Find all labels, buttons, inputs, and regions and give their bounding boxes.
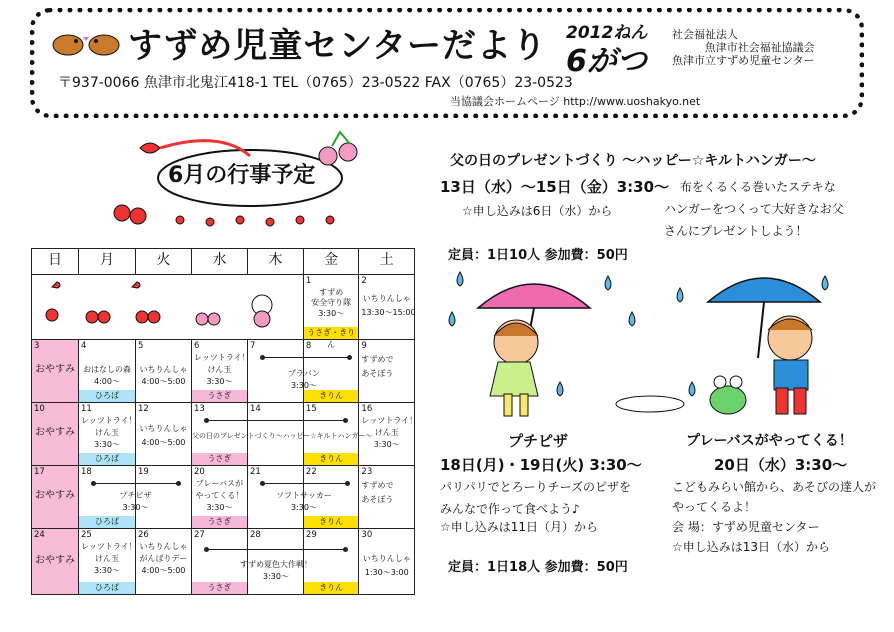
holiday-label: おやすみ [34, 427, 75, 438]
pizza-title: プチピザ [508, 432, 569, 450]
day-number: 8 [305, 341, 312, 351]
pizza-date: 18日(月)・19日(火) 3:30～ [440, 456, 642, 474]
pizza-capacity: 定員：1日18人 参加費：50円 [448, 560, 628, 575]
holiday-label: おやすみ [34, 490, 75, 501]
location-tag: きりん [304, 453, 359, 465]
calendar-day-7[interactable] [247, 340, 320, 403]
day-number: 4 [80, 341, 87, 351]
event-line: すずめ [319, 288, 344, 297]
calendar-day-22[interactable] [303, 466, 359, 529]
event-line: 父の日のプレゼントづくり～ハッピー☆キルトハンガー～ [191, 432, 373, 440]
day-number: 18 [80, 467, 92, 477]
event-time: 4:00～ [93, 377, 120, 386]
event-line: いちりんしゃ [362, 554, 411, 563]
issue-month: 6がつ [566, 44, 647, 79]
playbus-desc: こどもみらい館から、あそびの達人が [672, 480, 877, 494]
event-line: あそぼう [361, 495, 394, 504]
calendar-day-23[interactable] [359, 466, 415, 529]
day-number: 2 [361, 276, 367, 286]
calendar-day-17[interactable] [32, 466, 79, 529]
event-time: 4:00～5:00 [141, 566, 186, 575]
day-number: 13 [193, 404, 205, 414]
event-time: 1:30～3:00 [364, 568, 409, 577]
day-number: 6 [193, 341, 200, 351]
day-number: 17 [34, 467, 45, 477]
event-line: いちりんしゃ [139, 542, 188, 551]
fathers-day-desc: ハンガーをつくって大好きなお父 [664, 202, 844, 216]
weekday-tue: 火 [135, 249, 191, 275]
events-title: 6月の行事予定 [168, 163, 316, 188]
event-time: 3:30～ [318, 309, 345, 318]
weekday-wed: 水 [191, 249, 247, 275]
event-line: けん玉 [94, 554, 119, 563]
location-tag: うさぎ [192, 516, 247, 528]
calendar-day-29[interactable] [303, 529, 359, 595]
calendar-day-12[interactable] [135, 403, 191, 466]
location-tag: うさぎ [192, 390, 247, 402]
event-line: すずめ夏色大作戦！ [239, 560, 312, 569]
calendar-day-20[interactable] [191, 466, 247, 529]
publisher-line: 魚津市立すずめ児童センター [672, 54, 815, 67]
calendar-day-8[interactable] [303, 340, 359, 403]
sparrow-logo-icon [50, 28, 122, 58]
calendar-day-11[interactable] [78, 403, 135, 466]
calendar-day-30[interactable] [359, 529, 415, 595]
day-number: 7 [249, 341, 256, 351]
day-number: 30 [361, 530, 373, 540]
publisher-line: 社会福祉法人 [672, 28, 738, 41]
calendar-day-19[interactable] [135, 466, 191, 529]
location-tag: きりん [304, 390, 359, 402]
calendar-day-25[interactable] [78, 529, 135, 595]
event-line: レッツトライ！ [80, 542, 137, 551]
day-number: 20 [193, 467, 205, 477]
event-time: 4:00～5:00 [141, 377, 186, 386]
calendar-table [31, 248, 418, 595]
event-time: 3:30～ [206, 377, 233, 386]
event-time: 3:30～ [373, 440, 400, 449]
event-line: いちりんしゃ [139, 365, 188, 374]
fathers-day-apply: ☆申し込みは6日（水）から [462, 204, 613, 218]
event-line: やってくる！ [195, 491, 244, 500]
calendar-day-26[interactable] [135, 529, 191, 595]
weekday-sat: 土 [359, 249, 415, 275]
calendar-day-4[interactable] [78, 340, 135, 403]
homepage-link[interactable]: 当協議会ホームページ http://www.uoshakyo.net [450, 95, 701, 108]
day-number: 28 [249, 530, 261, 540]
event-time: 3:30～ [93, 566, 120, 575]
event-time: 3:30～ [290, 503, 317, 512]
location-tag: ひろば [79, 516, 135, 528]
event-time: 13:30～15:00 [361, 308, 416, 317]
day-number: 16 [361, 404, 373, 414]
day-number: 29 [305, 530, 317, 540]
location-tag: きりん [304, 516, 359, 528]
calendar-day-16[interactable] [359, 403, 418, 466]
location-tag: ひろば [79, 582, 135, 594]
day-number: 12 [137, 404, 149, 414]
event-time: 3:30～ [262, 572, 289, 581]
fathers-day-date: 13日（水）～15日（金）3:30～ [440, 178, 670, 196]
cherry-hearts-icon [32, 275, 302, 335]
day-number: 19 [137, 467, 149, 477]
calendar-day-2[interactable] [359, 275, 415, 340]
pizza-desc: みんなで作って食べよう♪ [440, 502, 580, 516]
event-line: レッツトライ！ [361, 416, 418, 425]
event-line: いちりんしゃ [362, 294, 411, 303]
issue-year: 2012ねん [566, 23, 648, 43]
publisher-line: 魚津市社会福祉協議会 [704, 41, 815, 54]
calendar-day-15[interactable] [303, 403, 359, 466]
day-number: 24 [34, 530, 45, 540]
fathers-day-capacity: 定員：1日10人 参加費：50円 [448, 248, 628, 263]
day-number: 5 [137, 341, 144, 351]
event-line: レッツトライ！ [193, 353, 250, 362]
day-number: 26 [137, 530, 149, 540]
weekday-thu: 木 [247, 249, 303, 275]
location-tag: うさぎ [192, 582, 247, 594]
contact-address: 〒937-0066 魚津市北鬼江418-1 TEL（0765）23-0522 FAX（0765）23-0523 [58, 75, 573, 91]
playbus-apply: ☆申し込みは13日（水）から [672, 540, 831, 554]
event-line: おはなしの森 [82, 365, 131, 374]
event-line: すずめで [361, 355, 394, 364]
location-tag: ひろば [79, 390, 135, 402]
calendar-day-5[interactable] [135, 340, 191, 403]
day-number: 9 [361, 341, 367, 351]
event-line: けん玉 [94, 428, 119, 437]
location-tag: ひろば [79, 453, 135, 465]
fathers-day-title: 父の日のプレゼントづくり ～ハッピー☆キルトハンガー～ [450, 153, 816, 169]
event-line: ソフトサッカー [276, 491, 332, 500]
playbus-venue: 会 場：すずめ児童センター [672, 520, 820, 534]
cherry-decoration [32, 275, 304, 340]
event-time: 3:30～ [93, 440, 120, 449]
playbus-date: 20日（水）3:30～ [714, 456, 848, 474]
event-time: 4:00～5:00 [141, 438, 186, 447]
rain-umbrella-illustration [440, 262, 880, 428]
pizza-apply: ☆申し込みは11日（月）から [440, 520, 599, 534]
fathers-day-desc: さんにプレゼントしよう！ [664, 224, 808, 238]
day-number: 25 [80, 530, 92, 540]
weekday-mon: 月 [78, 249, 135, 275]
calendar-day-10[interactable] [32, 403, 79, 466]
calendar-day-24[interactable] [32, 529, 79, 595]
calendar-day-9[interactable] [359, 340, 415, 403]
event-line: プレーバスが [195, 479, 244, 488]
event-line: 安全守り隊 [311, 298, 352, 307]
location-tag: うさぎ・きりん [304, 327, 359, 339]
event-line: いちりんしゃ [139, 424, 188, 433]
event-line: プチピザ [119, 491, 152, 500]
day-number: 22 [305, 467, 317, 477]
holiday-label: おやすみ [34, 555, 75, 566]
newsletter-title: すずめ児童センターだより [128, 26, 547, 66]
event-time: 3:30～ [290, 381, 317, 390]
location-tag: きりん [304, 582, 359, 594]
playbus-desc: やってくるよ！ [672, 500, 757, 514]
weekday-sun: 日 [32, 249, 79, 275]
day-number: 27 [193, 530, 205, 540]
day-number: 10 [34, 404, 45, 414]
day-number: 14 [249, 404, 261, 414]
event-line: レッツトライ！ [80, 416, 137, 425]
day-number: 15 [305, 404, 317, 414]
day-number: 11 [80, 404, 92, 414]
weekday-fri: 金 [303, 249, 359, 275]
calendar-day-3[interactable] [32, 340, 79, 403]
event-line: プラバン [287, 369, 320, 378]
event-line: けん玉 [374, 428, 399, 437]
fathers-day-desc: 布をくるくる巻いたステキな [680, 180, 836, 194]
pizza-desc: パリパリでとろーりチーズのピザを [440, 480, 632, 494]
day-number: 3 [34, 341, 40, 351]
event-time: 3:30～ [206, 503, 233, 512]
event-line: がんばりデー [139, 554, 188, 563]
publisher-block [672, 28, 815, 67]
location-tag: うさぎ [192, 453, 247, 465]
event-line: あそぼう [361, 369, 394, 378]
event-time: 3:30～ [122, 503, 149, 512]
calendar-day-28[interactable] [247, 529, 303, 595]
event-line: けん玉 [207, 365, 232, 374]
holiday-label: おやすみ [34, 364, 75, 375]
day-number: 1 [305, 276, 312, 286]
playbus-title: プレーバスがやってくる！ [686, 433, 853, 449]
day-number: 23 [361, 467, 373, 477]
calendar-day-14[interactable] [247, 403, 303, 466]
calendar-day-6[interactable] [191, 340, 250, 403]
event-line: すずめで [361, 481, 394, 490]
calendar-day-1[interactable] [303, 275, 359, 349]
day-number: 21 [249, 467, 261, 477]
